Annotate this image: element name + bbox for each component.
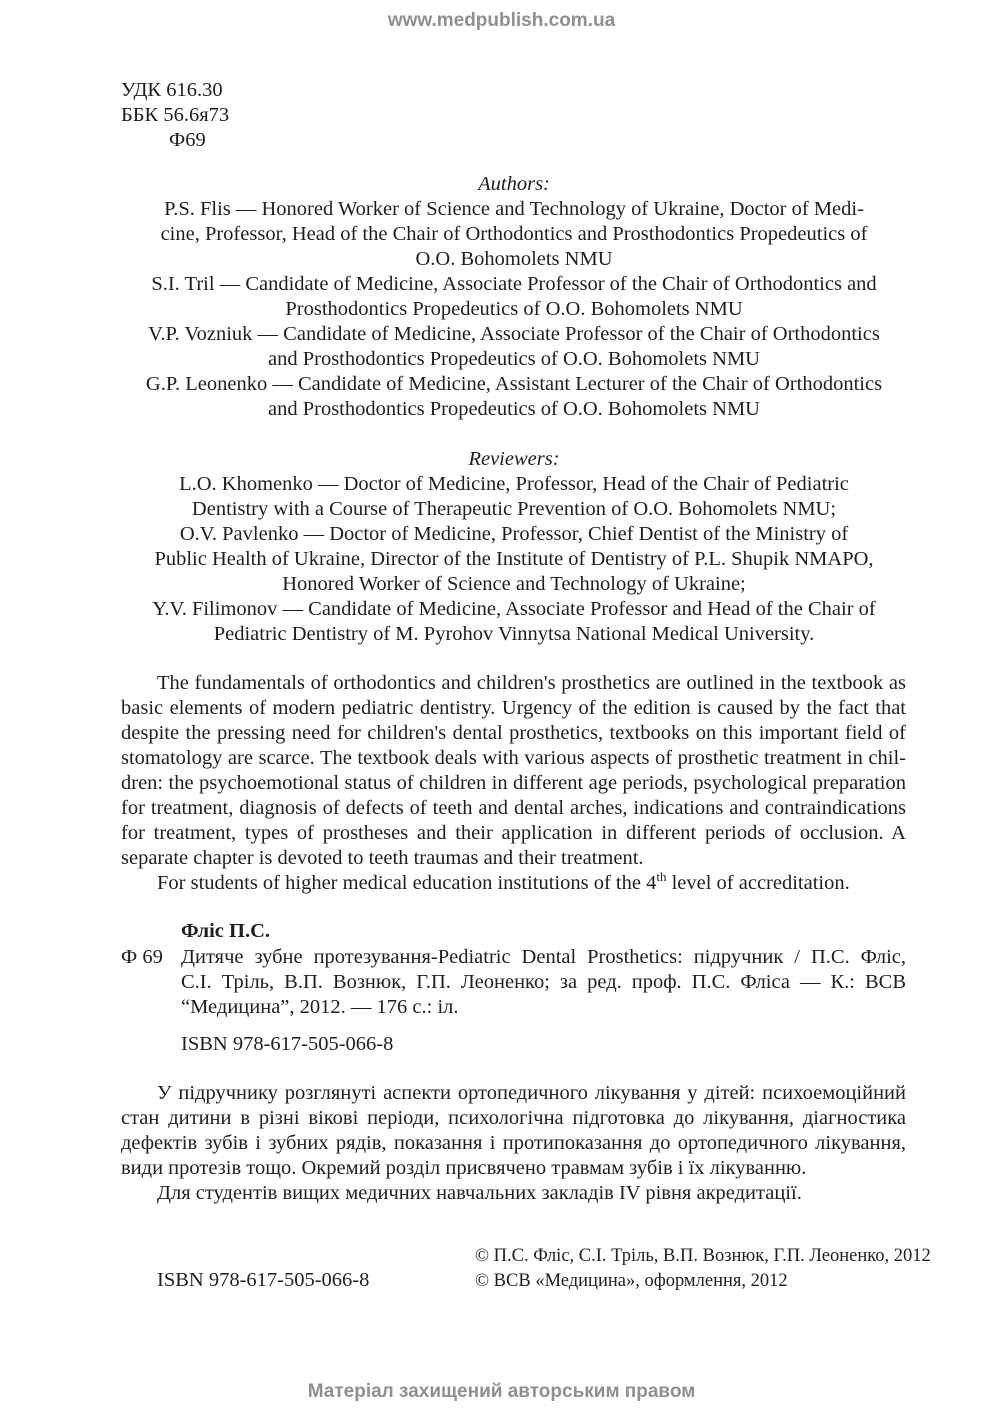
author-line: G.P. Leonenko — Candidate of Medicine, Assistant Lecturer of the Chair of Orthodontics <box>145 373 883 395</box>
author-line: Prosthodontics Propedeutics of O.O. Bohomolets NMU <box>285 298 743 320</box>
abstract-uk-audience: Для студентів вищих медичних навчальних закладів IV рівня акредитації. <box>157 1182 802 1204</box>
abstract-line: separate chapter is devoted to teeth traumas and their treatment. <box>121 847 644 869</box>
abstract-uk-line: стан дитини в різні вікові періоди, психологічна підготовка до лікування, діагностика <box>121 1107 906 1129</box>
abstract-ukrainian <box>121 1081 906 1206</box>
abstract-line: despite the pressing need for children's dental prosthetics, textbooks on this important field of <box>121 722 906 744</box>
classification-codes <box>121 78 229 153</box>
author-line: and Prosthodontics Propedeutics of O.O. Bohomolets NMU <box>268 348 760 370</box>
abstract-uk-line: У підручнику розглянуті аспекти ортопедичного лікування у дітей: психоемоційний <box>157 1082 906 1104</box>
authors-heading: Authors: <box>478 173 550 195</box>
abstract-uk-line: види протезів тощо. Окремий розділ присвячено травмам зубів і їх лікуванню. <box>121 1157 807 1179</box>
author-line: S.I. Tril — Candidate of Medicine, Associate Professor of the Chair of Orthodontics and <box>151 273 877 295</box>
footer-isbn: ISBN 978-617-505-066-8 <box>157 1269 370 1291</box>
reviewers-section <box>100 447 928 647</box>
abstract-english <box>121 671 906 896</box>
authors-section <box>100 172 928 422</box>
author-line: P.S. Flis — Honored Worker of Science and Technology of Ukraine, Doctor of Medi- <box>164 198 864 220</box>
catalog-line: “Медицина”, 2012. — 176 с.: іл. <box>181 996 459 1018</box>
bbk-code: ББК 56.6я73 <box>121 104 230 126</box>
author-line: V.P. Vozniuk — Candidate of Medicine, Associate Professor of the Chair of Orthodontics <box>148 323 880 345</box>
reviewer-line: Honored Worker of Science and Technology of Ukraine; <box>282 573 746 595</box>
catalog-isbn: ISBN 978-617-505-066-8 <box>181 1033 394 1055</box>
copyright-line: © ВСВ «Медицина», оформлення, 2012 <box>475 1271 788 1291</box>
reviewer-line: Public Health of Ukraine, Director of the Institute of Dentistry of P.L. Shupik NMAPO, <box>154 548 874 570</box>
catalog-code: Ф 69 <box>121 946 163 968</box>
reviewer-line: Pediatric Dentistry of M. Pyrohov Vinnytsa National Medical University. <box>213 623 815 645</box>
audience-superscript: th <box>656 869 667 885</box>
reviewer-line: Dentistry with a Course of Therapeutic Prevention of O.O. Bohomolets NMU; <box>191 498 837 520</box>
author-line: O.O. Bohomolets NMU <box>415 248 613 270</box>
author-mark: Ф69 <box>169 129 206 151</box>
watermark-bottom: Матеріал захищений авторським правом <box>307 1381 696 1402</box>
abstract-line: The fundamentals of orthodontics and children's prosthetics are outlined in the textbook as <box>157 672 906 694</box>
author-line: and Prosthodontics Propedeutics of O.O. Bohomolets NMU <box>268 398 760 420</box>
audience-text-end: level of accreditation. <box>666 872 850 894</box>
copyright-block <box>475 1244 931 1294</box>
audience-text: For students of higher medical education institutions of the 4 <box>157 872 657 894</box>
catalog-line: Дитяче зубне протезування-Pediatric Dental Prosthetics: підручник / П.С. Фліс, <box>181 946 906 968</box>
catalog-author <box>181 919 270 944</box>
abstract-line: dren: the psychoemotional status of children in different age periods, psychological preparation <box>121 772 906 794</box>
abstract-line: for treatment, types of prostheses and their application in different periods of occlusion. A <box>121 822 906 844</box>
abstract-line: basic elements of modern pediatric dentistry. Urgency of the edition is caused by the fact that <box>121 697 906 719</box>
reviewer-line: Y.V. Filimonov — Candidate of Medicine, Associate Professor and Head of the Chair of <box>152 598 876 620</box>
reviewer-line: L.O. Khomenko — Doctor of Medicine, Professor, Head of the Chair of Pediatric <box>179 473 849 495</box>
abstract-line: for treatment, diagnosis of defects of teeth and dental arches, indications and contraindications <box>121 797 906 819</box>
abstract-audience <box>121 871 906 896</box>
abstract-uk-line: дефектів зубів і зубних рядів, показання і протипоказання до ортопедичного лікування, <box>121 1132 906 1154</box>
catalog-entry <box>181 945 906 1057</box>
copyright-line: © П.С. Фліс, С.І. Тріль, В.П. Вознюк, Г.П. Леоненко, 2012 <box>475 1246 931 1266</box>
abstract-line: stomatology are scarce. The textbook deals with various aspects of prosthetic treatment in chil- <box>121 747 906 769</box>
watermark-top: www.medpublish.com.ua <box>387 10 616 31</box>
reviewer-line: O.V. Pavlenko — Doctor of Medicine, Professor, Chief Dentist of the Ministry of <box>179 523 849 545</box>
catalog-line: С.І. Тріль, В.П. Вознюк, Г.П. Леоненко; за ред. проф. П.С. Фліса — К.: ВСВ <box>181 971 906 993</box>
catalog-author-name: Фліс П.С. <box>181 920 271 942</box>
reviewers-heading: Reviewers: <box>468 448 560 470</box>
udc-code: УДК 616.30 <box>121 79 223 101</box>
author-line: cine, Professor, Head of the Chair of Orthodontics and Prosthodontics Propedeutics of <box>160 223 868 245</box>
